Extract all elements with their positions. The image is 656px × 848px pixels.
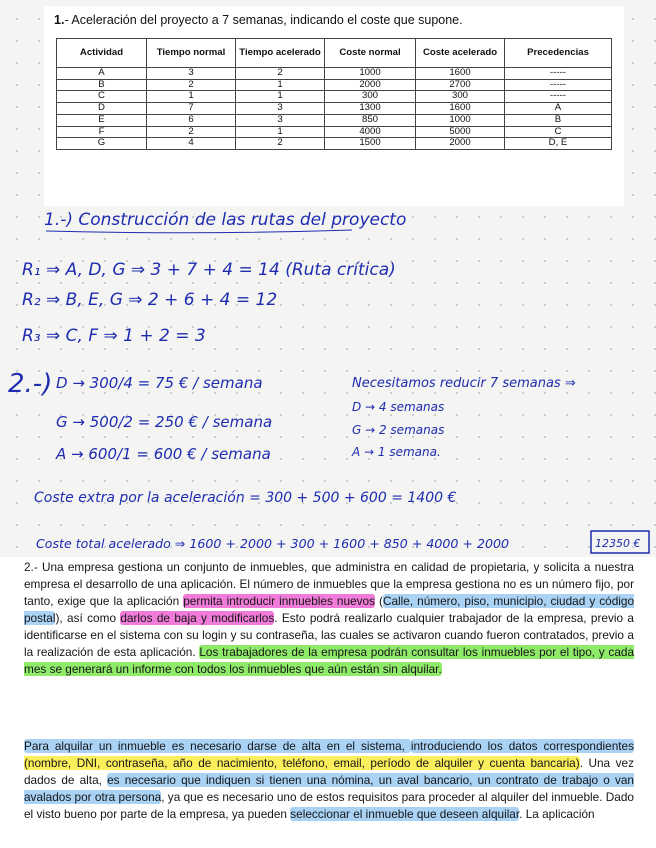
highlight-blue: Calle, número, piso, municipio, ciudad y código postal — [24, 594, 635, 625]
table-cell: 4 — [147, 138, 236, 150]
question-2-card — [0, 557, 656, 848]
question-2-paragraph-2 — [24, 738, 634, 823]
table-cell: 2700 — [416, 79, 505, 91]
table-cell: 5000 — [416, 126, 505, 138]
table-cell: A — [57, 68, 147, 80]
highlight-yellow: (nombre, DNI, contraseña, año de nacimiento, teléfono, email, período de alquiler y cuenta bancaria) — [24, 756, 580, 770]
table-cell: 4000 — [325, 126, 416, 138]
highlight-blue: Para alquilar un inmueble es necesario darse de alta en el sistema, — [24, 739, 411, 753]
question-text: - Aceleración del proyecto a 7 semanas, indicando el coste que supone. — [64, 13, 463, 27]
table-cell: 1600 — [416, 68, 505, 80]
table-cell: 1 — [147, 91, 236, 103]
highlight-blue: introduciendo los datos correspondientes — [410, 739, 635, 753]
table-cell: 1600 — [416, 103, 505, 115]
column-header: Tiempo acelerado — [236, 39, 325, 68]
table-cell: 3 — [236, 103, 325, 115]
table-cell: 3 — [236, 114, 325, 126]
table-cell: B — [57, 79, 147, 91]
text-run: ), así como — [55, 611, 121, 625]
hw-route-1: R₁ ⇒ A, D, G ⇒ 3 + 7 + 4 = 14 (Ruta crítica) — [22, 260, 396, 280]
text-run: . Esto podrá realizarlo cualquier trabajador de la empresa, previo a identificarse en el sistema con su login y su contraseña, las cuales se activaron cuando fueron contratados, previo a la realización de esta aplicación. — [24, 611, 634, 659]
column-header: Coste acelerado — [416, 39, 505, 68]
text-run: ( — [374, 594, 383, 608]
table-cell: C — [57, 91, 147, 103]
question-2-paragraph-1 — [24, 559, 634, 678]
table-cell: B — [505, 114, 612, 126]
table-cell: 1 — [236, 126, 325, 138]
table-cell: ----- — [505, 91, 612, 103]
hw-underline — [46, 230, 352, 233]
hw-cost-g: G → 500/2 = 250 € / semana — [56, 413, 273, 431]
table-cell: 2 — [147, 79, 236, 91]
table-cell: 850 — [325, 114, 416, 126]
table-cell: 6 — [147, 114, 236, 126]
hw-route-3: R₃ ⇒ C, F ⇒ 1 + 2 = 3 — [22, 326, 206, 346]
highlight-blue: seleccionar el inmueble que deseen alquilar — [290, 807, 520, 821]
table-cell: 1 — [236, 79, 325, 91]
table-cell: 2 — [147, 126, 236, 138]
hw-total-cost: Coste total acelerado ⇒ 1600 + 2000 + 300 + 1600 + 850 + 4000 + 2000 — [36, 536, 510, 551]
hw-route-2: R₂ ⇒ B, E, G ⇒ 2 + 6 + 4 = 12 — [22, 290, 278, 310]
hw-total-result: 12350 € — [595, 537, 641, 550]
hw-need-a: A → 1 semana. — [352, 445, 441, 459]
table-cell: 1 — [236, 91, 325, 103]
table-cell: E — [57, 114, 147, 126]
table-cell: 3 — [147, 68, 236, 80]
highlight-pink: permita introducir inmuebles nuevos — [183, 594, 375, 608]
text-run: 2.- Una empresa gestiona un conjunto de inmuebles, que administra en calidad de propietaria, y solicita a nuestra empresa el desarrollo de una aplicación. El número de inmuebles que la empresa gestiona no es un número fijo, por tanto, exige que la aplicación — [24, 560, 634, 608]
table-cell: 2 — [236, 68, 325, 80]
column-header: Actividad — [57, 39, 147, 68]
table-cell: ----- — [505, 68, 612, 80]
column-header: Tiempo normal — [147, 39, 236, 68]
text-run: . La aplicación — [519, 807, 595, 821]
table-cell: ----- — [505, 79, 612, 91]
table-cell: 2000 — [416, 138, 505, 150]
table-cell: 300 — [416, 91, 505, 103]
table-cell: 2000 — [325, 79, 416, 91]
table-cell: 7 — [147, 103, 236, 115]
question-number: 1. — [54, 13, 65, 27]
text-run: , ya que es necesario uno de estos requisitos para proceder al alquiler del inmueble. Dado el visto bueno por parte de la empresa, ya pueden — [24, 790, 634, 821]
hw-part-2-label: 2.-) — [8, 369, 53, 399]
hw-extra-cost: Coste extra por la aceleración = 300 + 500 + 600 = 1400 € — [34, 490, 457, 506]
table-cell: F — [57, 126, 147, 138]
column-header: Coste normal — [325, 39, 416, 68]
table-cell: G — [57, 138, 147, 150]
highlight-pink: darlos de baja y modificarlos — [120, 611, 275, 625]
table-cell: D, E — [505, 138, 612, 150]
hw-need-g: G → 2 semanas — [352, 423, 445, 437]
table-cell: C — [505, 126, 612, 138]
table-cell: D — [57, 103, 147, 115]
table-cell: 1500 — [325, 138, 416, 150]
column-header: Precedencias — [505, 39, 612, 68]
hw-need-d: D → 4 semanas — [352, 400, 445, 414]
hw-cost-d: D → 300/4 = 75 € / semana — [56, 374, 263, 392]
table-cell: 1000 — [416, 114, 505, 126]
highlight-blue: es necesario que indiquen si tienen una nómina, un aval bancario, un contrato de trabajo o van avalados por otra persona — [24, 773, 634, 804]
hw-need-reduce: Necesitamos reducir 7 semanas ⇒ — [352, 376, 576, 391]
table-cell: A — [505, 103, 612, 115]
table-cell: 2 — [236, 138, 325, 150]
hw-cost-a: A → 600/1 = 600 € / semana — [56, 445, 271, 463]
table-cell: 300 — [325, 91, 416, 103]
table-cell: 1000 — [325, 68, 416, 80]
table-cell: 1300 — [325, 103, 416, 115]
highlight-green: Los trabajadores de la empresa podrán consultar los inmuebles por el tipo, y cada mes se generará un informe con todos los inmuebles que aún están sin alquilar. — [24, 645, 635, 676]
hw-heading: 1.-) Construcción de las rutas del proyecto — [44, 210, 407, 230]
text-run: . Una vez dados de alta, — [24, 756, 634, 787]
